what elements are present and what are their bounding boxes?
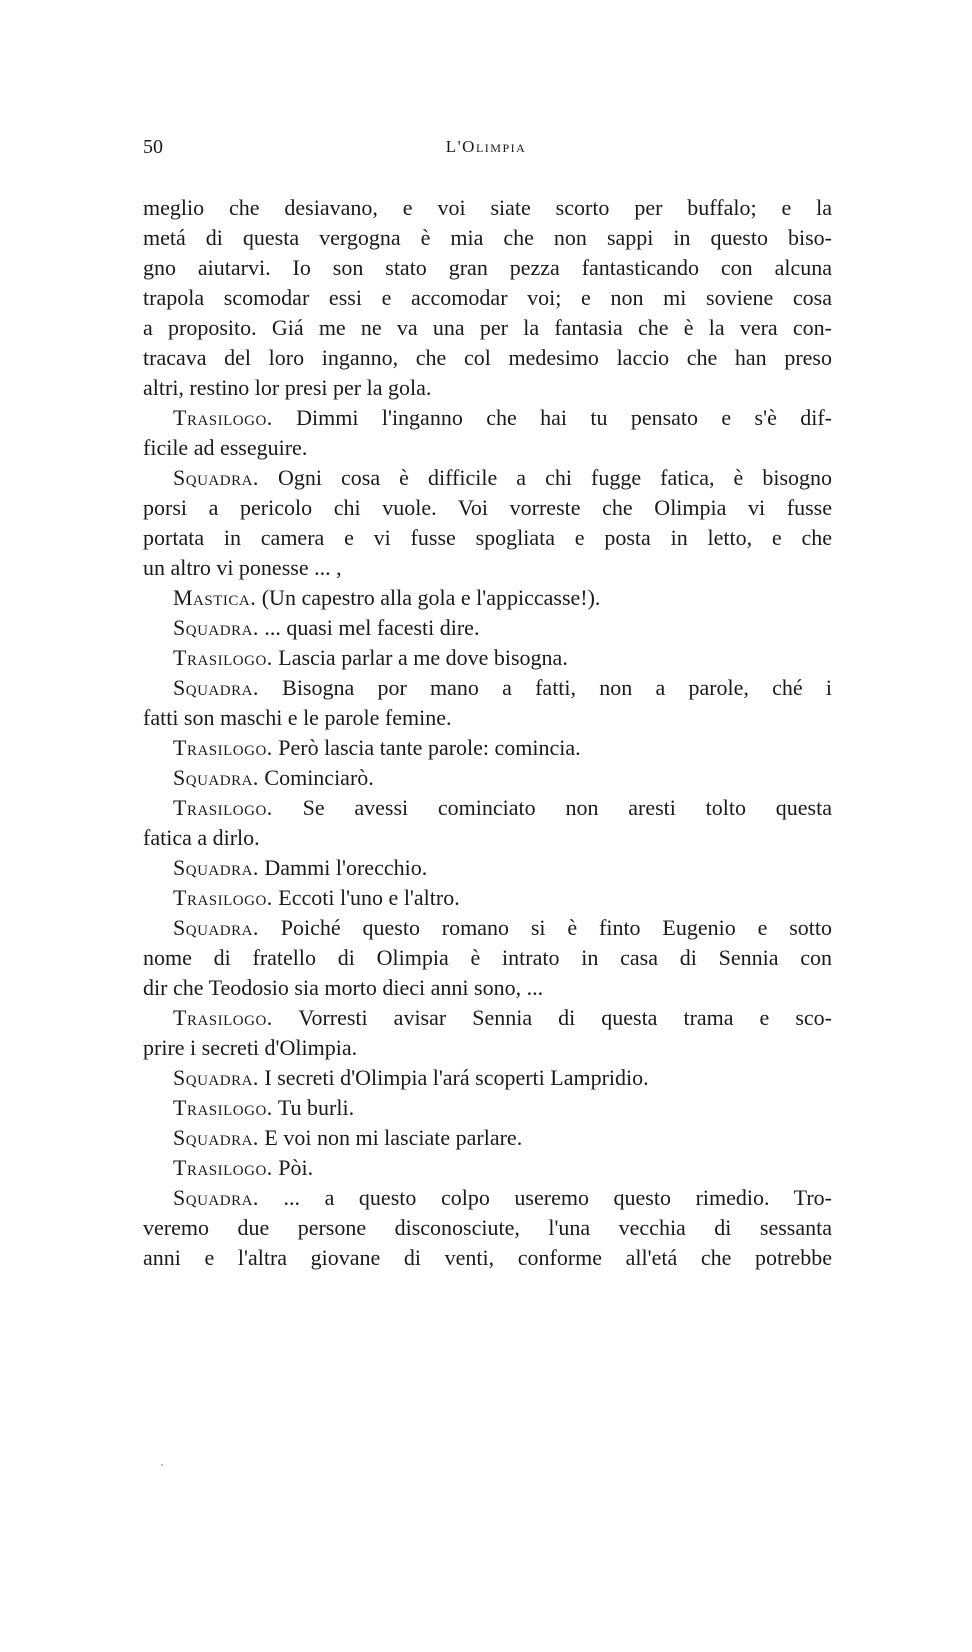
speech-line xyxy=(143,793,832,823)
speaker-name: Squadra. xyxy=(173,915,259,940)
line-text: Dammi l'orecchio. xyxy=(264,855,428,880)
speech-line xyxy=(143,403,832,433)
speech-line xyxy=(143,1183,832,1213)
speech-line xyxy=(143,1063,832,1093)
line-text: Ogni cosa è difficile a chi fugge fatica, è bisogno xyxy=(277,465,833,490)
line-text: meglio che desiavano, e voi siate scorto per buffalo; e la xyxy=(143,195,832,220)
line-text: portata in camera e vi fusse spogliata e posta in letto, e che xyxy=(143,525,832,550)
scan-speck xyxy=(161,1464,163,1466)
text-line xyxy=(143,823,832,853)
speaker-name: Trasilogo. xyxy=(173,885,273,910)
line-text: Bisogna por mano a fatti, non a parole, ché i xyxy=(282,675,833,700)
speech-line xyxy=(143,583,832,613)
text-line xyxy=(143,493,832,523)
speaker-name: Trasilogo. xyxy=(173,1095,273,1120)
line-text: Tu burli. xyxy=(277,1095,355,1120)
speaker-name: Squadra. xyxy=(173,615,259,640)
speaker-name: Trasilogo. xyxy=(173,645,273,670)
line-text: veremo due persone disconosciute, l'una vecchia di sessanta xyxy=(143,1215,832,1240)
speech-line xyxy=(143,1003,832,1033)
speech-line xyxy=(143,1093,832,1123)
speech-line xyxy=(143,763,832,793)
speaker-name: Squadra. xyxy=(173,855,259,880)
speech-line xyxy=(143,643,832,673)
speaker-name: Mastica. xyxy=(173,585,257,610)
line-text: anni e l'altra giovane di venti, conforme all'etá che potrebbe xyxy=(143,1245,832,1270)
speech-line xyxy=(143,853,832,883)
body-text xyxy=(143,193,832,1273)
speaker-name: Trasilogo. xyxy=(173,405,273,430)
line-text: (Un capestro alla gola e l'appiccasse!). xyxy=(261,585,601,610)
text-line xyxy=(143,553,832,583)
speaker-name: Squadra. xyxy=(173,465,259,490)
line-text: Vorresti avisar Sennia di questa trama e sco- xyxy=(298,1005,832,1030)
speaker-name: Squadra. xyxy=(173,1065,259,1090)
line-text: prire i secreti d'Olimpia. xyxy=(143,1035,358,1060)
line-text: un altro vi ponesse ... , xyxy=(143,555,342,580)
line-text: ficile ad esseguire. xyxy=(143,435,308,460)
line-text: tracava del loro inganno, che col medesimo laccio che han preso xyxy=(143,345,832,370)
line-text: a proposito. Giá me ne va una per la fantasia che è la vera con- xyxy=(143,315,832,340)
line-text: metá di questa vergogna è mia che non sappi in questo biso- xyxy=(143,225,832,250)
speaker-name: Trasilogo. xyxy=(173,1005,273,1030)
text-line xyxy=(143,943,832,973)
speech-line xyxy=(143,673,832,703)
text-line xyxy=(143,223,832,253)
line-text: Però lascia tante parole: comincia. xyxy=(278,735,581,760)
text-line xyxy=(143,283,832,313)
text-line xyxy=(143,523,832,553)
speech-line xyxy=(143,1153,832,1183)
speaker-name: Squadra. xyxy=(173,675,259,700)
text-line xyxy=(143,433,832,463)
text-line xyxy=(143,343,832,373)
speech-line xyxy=(143,913,832,943)
line-text: E voi non mi lasciate parlare. xyxy=(264,1125,523,1150)
line-text: ... quasi mel facesti dire. xyxy=(264,615,480,640)
line-text: trapola scomodar essi e accomodar voi; e non mi soviene cosa xyxy=(143,285,832,310)
line-text: fatica a dirlo. xyxy=(143,825,260,850)
speaker-name: Squadra. xyxy=(173,1185,259,1210)
line-text: Dimmi l'inganno che hai tu pensato e s'è dif- xyxy=(296,405,832,430)
speaker-name: Squadra. xyxy=(173,1125,259,1150)
speech-line xyxy=(143,733,832,763)
speech-line xyxy=(143,1123,832,1153)
speech-line xyxy=(143,883,832,913)
line-text: Lascia parlar a me dove bisogna. xyxy=(278,645,568,670)
line-text: Pòi. xyxy=(278,1155,314,1180)
text-line xyxy=(143,373,832,403)
text-line xyxy=(143,703,832,733)
line-text: dir che Teodosio sia morto dieci anni sono, ... xyxy=(143,975,544,1000)
speaker-name: Trasilogo. xyxy=(173,795,273,820)
line-text: altri, restino lor presi per la gola. xyxy=(143,375,432,400)
running-title: L'Olimpia xyxy=(445,137,527,156)
line-text: nome di fratello di Olimpia è intrato in casa di Sennia con xyxy=(143,945,832,970)
text-line xyxy=(143,973,832,1003)
text-line xyxy=(143,313,832,343)
line-text: fatti son maschi e le parole femine. xyxy=(143,705,452,730)
text-line xyxy=(143,1213,832,1243)
speech-line xyxy=(143,613,832,643)
line-text: Cominciarò. xyxy=(264,765,374,790)
line-text: porsi a pericolo chi vuole. Voi vorreste che Olimpia vi fusse xyxy=(143,495,832,520)
line-text: I secreti d'Olimpia l'ará scoperti Lampridio. xyxy=(264,1065,649,1090)
text-line xyxy=(143,253,832,283)
page-number: 50 xyxy=(143,136,163,158)
line-text: Se avessi cominciato non aresti tolto questa xyxy=(302,795,832,820)
line-text: Eccoti l'uno e l'altro. xyxy=(278,885,460,910)
line-text: ... a questo colpo useremo questo rimedio. Tro- xyxy=(283,1185,832,1210)
speaker-name: Squadra. xyxy=(173,765,259,790)
speaker-name: Trasilogo. xyxy=(173,735,273,760)
line-text: Poiché questo romano si è finto Eugenio e sotto xyxy=(280,915,833,940)
speech-line xyxy=(143,463,832,493)
text-line xyxy=(143,1033,832,1063)
line-text: gno aiutarvi. Io son stato gran pezza fantasticando con alcuna xyxy=(143,255,832,280)
text-line xyxy=(143,193,832,223)
speaker-name: Trasilogo. xyxy=(173,1155,273,1180)
text-line xyxy=(143,1243,832,1273)
